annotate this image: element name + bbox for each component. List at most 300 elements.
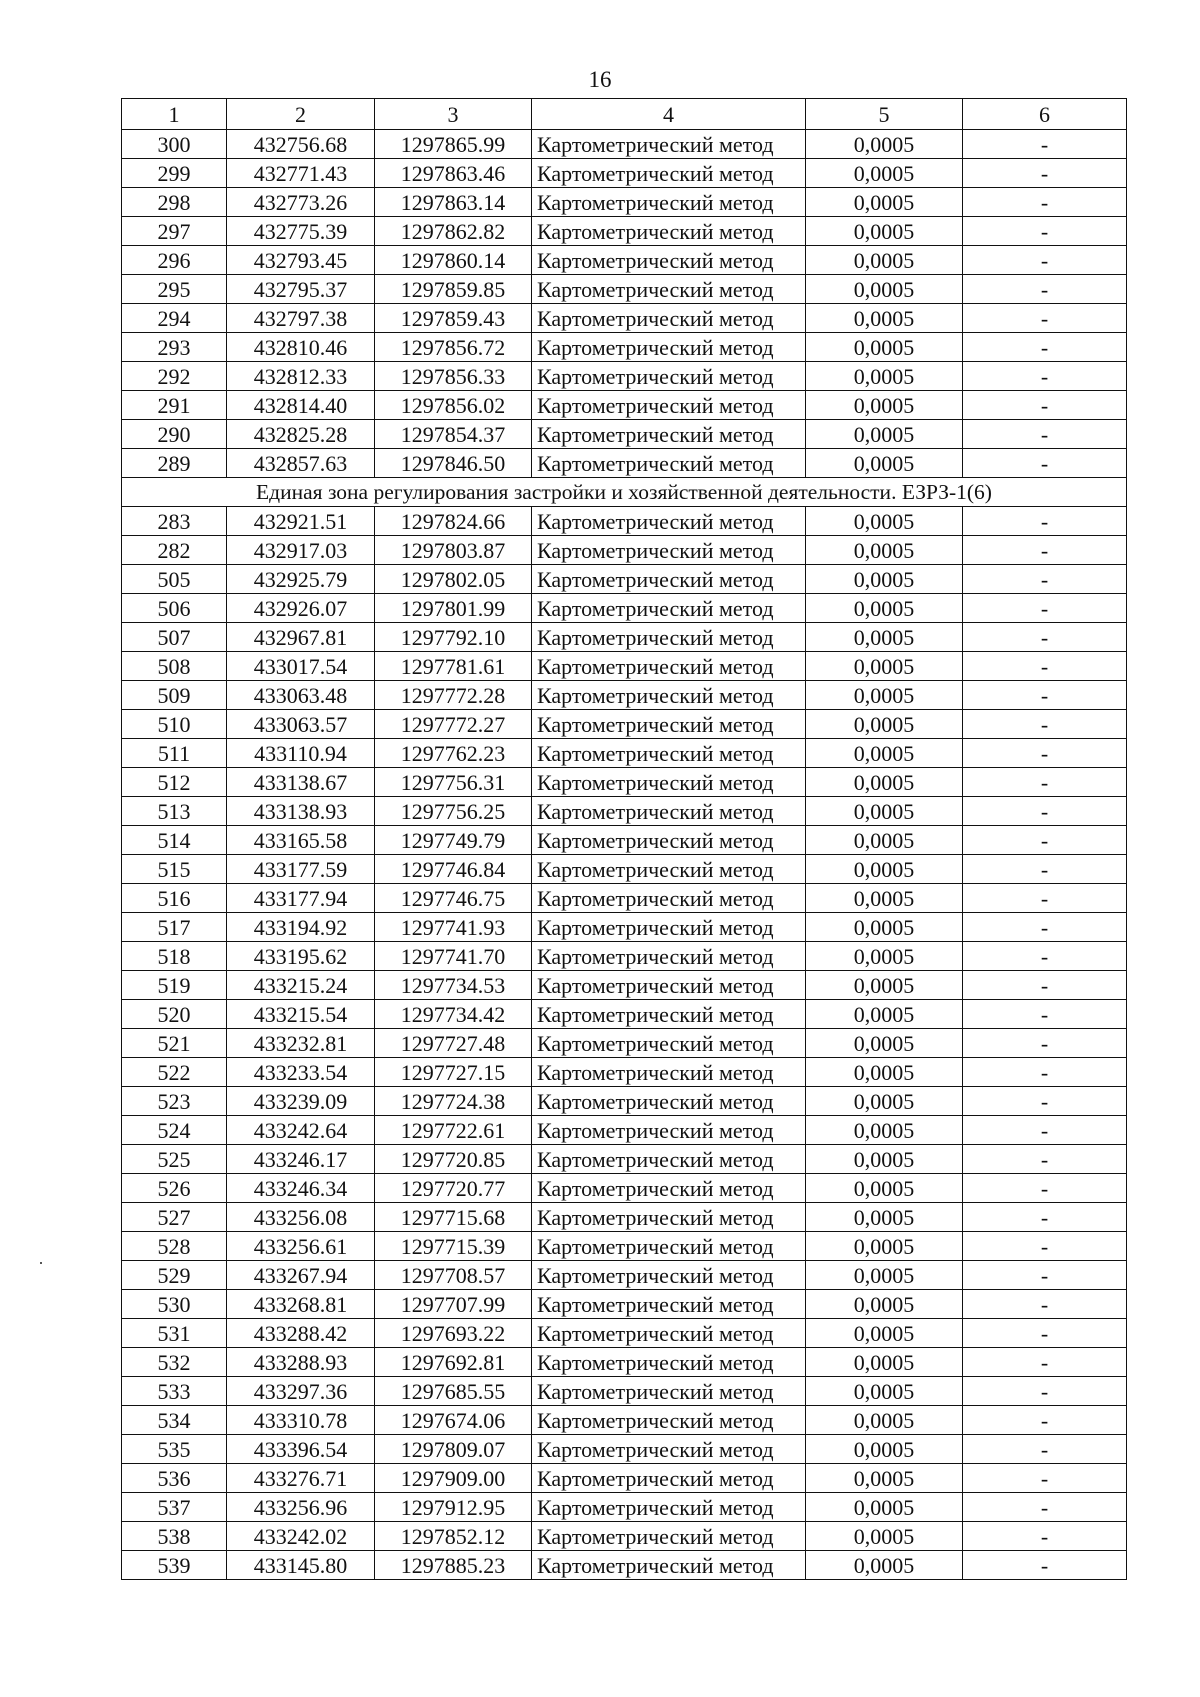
table-row: [122, 1029, 1127, 1058]
y-coordinate-cell: 1297693.22: [375, 1319, 532, 1348]
accuracy-cell: 0,0005: [806, 188, 963, 217]
accuracy-cell: 0,0005: [806, 217, 963, 246]
x-coordinate-cell: 433242.02: [227, 1522, 375, 1551]
accuracy-cell: 0,0005: [806, 304, 963, 333]
note-cell: -: [963, 797, 1127, 826]
method-cell: Картометрический метод: [532, 797, 806, 826]
x-coordinate-cell: 433017.54: [227, 652, 375, 681]
accuracy-cell: 0,0005: [806, 1174, 963, 1203]
point-number-cell: 507: [122, 623, 227, 652]
x-coordinate-cell: 432775.39: [227, 217, 375, 246]
note-cell: -: [963, 1058, 1127, 1087]
table-row: [122, 1058, 1127, 1087]
method-cell: Картометрический метод: [532, 1203, 806, 1232]
x-coordinate-cell: 432967.81: [227, 623, 375, 652]
accuracy-cell: 0,0005: [806, 1435, 963, 1464]
accuracy-cell: 0,0005: [806, 826, 963, 855]
note-cell: -: [963, 594, 1127, 623]
y-coordinate-cell: 1297912.95: [375, 1493, 532, 1522]
note-cell: -: [963, 1464, 1127, 1493]
y-coordinate-cell: 1297756.25: [375, 797, 532, 826]
y-coordinate-cell: 1297846.50: [375, 449, 532, 478]
method-cell: Картометрический метод: [532, 1261, 806, 1290]
table-row: [122, 1261, 1127, 1290]
y-coordinate-cell: 1297749.79: [375, 826, 532, 855]
accuracy-cell: 0,0005: [806, 1406, 963, 1435]
note-cell: -: [963, 623, 1127, 652]
method-cell: Картометрический метод: [532, 1290, 806, 1319]
method-cell: Картометрический метод: [532, 884, 806, 913]
table-row: [122, 1493, 1127, 1522]
method-cell: Картометрический метод: [532, 420, 806, 449]
method-cell: Картометрический метод: [532, 739, 806, 768]
note-cell: -: [963, 681, 1127, 710]
point-number-cell: 537: [122, 1493, 227, 1522]
y-coordinate-cell: 1297852.12: [375, 1522, 532, 1551]
accuracy-cell: 0,0005: [806, 942, 963, 971]
y-coordinate-cell: 1297824.66: [375, 507, 532, 536]
accuracy-cell: 0,0005: [806, 884, 963, 913]
point-number-cell: 513: [122, 797, 227, 826]
accuracy-cell: 0,0005: [806, 1087, 963, 1116]
x-coordinate-cell: 433239.09: [227, 1087, 375, 1116]
table-row: [122, 855, 1127, 884]
point-number-cell: 517: [122, 913, 227, 942]
point-number-cell: 293: [122, 333, 227, 362]
accuracy-cell: 0,0005: [806, 1058, 963, 1087]
note-cell: -: [963, 246, 1127, 275]
method-cell: Картометрический метод: [532, 1377, 806, 1406]
point-number-cell: 294: [122, 304, 227, 333]
point-number-cell: 283: [122, 507, 227, 536]
x-coordinate-cell: 433268.81: [227, 1290, 375, 1319]
table-row: [122, 362, 1127, 391]
y-coordinate-cell: 1297685.55: [375, 1377, 532, 1406]
note-cell: -: [963, 855, 1127, 884]
scan-speck: [40, 1262, 42, 1264]
note-cell: -: [963, 275, 1127, 304]
point-number-cell: 539: [122, 1551, 227, 1580]
header-row: [122, 99, 1127, 130]
column-header: 2: [227, 99, 375, 130]
x-coordinate-cell: 433063.48: [227, 681, 375, 710]
method-cell: Картометрический метод: [532, 507, 806, 536]
table-row: [122, 1348, 1127, 1377]
note-cell: -: [963, 1174, 1127, 1203]
table-row: [122, 1522, 1127, 1551]
method-cell: Картометрический метод: [532, 1116, 806, 1145]
note-cell: -: [963, 942, 1127, 971]
note-cell: -: [963, 1319, 1127, 1348]
y-coordinate-cell: 1297909.00: [375, 1464, 532, 1493]
y-coordinate-cell: 1297856.72: [375, 333, 532, 362]
method-cell: Картометрический метод: [532, 1174, 806, 1203]
note-cell: -: [963, 1348, 1127, 1377]
x-coordinate-cell: 433310.78: [227, 1406, 375, 1435]
y-coordinate-cell: 1297715.68: [375, 1203, 532, 1232]
note-cell: -: [963, 1551, 1127, 1580]
note-cell: -: [963, 1203, 1127, 1232]
accuracy-cell: 0,0005: [806, 710, 963, 739]
method-cell: Картометрический метод: [532, 1029, 806, 1058]
y-coordinate-cell: 1297746.84: [375, 855, 532, 884]
point-number-cell: 296: [122, 246, 227, 275]
point-number-cell: 299: [122, 159, 227, 188]
note-cell: -: [963, 449, 1127, 478]
accuracy-cell: 0,0005: [806, 420, 963, 449]
method-cell: Картометрический метод: [532, 362, 806, 391]
point-number-cell: 522: [122, 1058, 227, 1087]
y-coordinate-cell: 1297746.75: [375, 884, 532, 913]
y-coordinate-cell: 1297772.28: [375, 681, 532, 710]
table-row: [122, 420, 1127, 449]
x-coordinate-cell: 432857.63: [227, 449, 375, 478]
note-cell: -: [963, 884, 1127, 913]
method-cell: Картометрический метод: [532, 1000, 806, 1029]
method-cell: Картометрический метод: [532, 449, 806, 478]
method-cell: Картометрический метод: [532, 826, 806, 855]
table-row: [122, 1232, 1127, 1261]
note-cell: -: [963, 1377, 1127, 1406]
y-coordinate-cell: 1297722.61: [375, 1116, 532, 1145]
method-cell: Картометрический метод: [532, 1232, 806, 1261]
accuracy-cell: 0,0005: [806, 623, 963, 652]
x-coordinate-cell: 433110.94: [227, 739, 375, 768]
y-coordinate-cell: 1297859.85: [375, 275, 532, 304]
note-cell: -: [963, 1087, 1127, 1116]
y-coordinate-cell: 1297854.37: [375, 420, 532, 449]
method-cell: Картометрический метод: [532, 1348, 806, 1377]
point-number-cell: 530: [122, 1290, 227, 1319]
note-cell: -: [963, 536, 1127, 565]
method-cell: Картометрический метод: [532, 304, 806, 333]
y-coordinate-cell: 1297724.38: [375, 1087, 532, 1116]
page-number: 16: [588, 67, 612, 92]
point-number-cell: 521: [122, 1029, 227, 1058]
accuracy-cell: 0,0005: [806, 1145, 963, 1174]
point-number-cell: 506: [122, 594, 227, 623]
point-number-cell: 508: [122, 652, 227, 681]
x-coordinate-cell: 433288.42: [227, 1319, 375, 1348]
table-row: [122, 188, 1127, 217]
y-coordinate-cell: 1297741.93: [375, 913, 532, 942]
accuracy-cell: 0,0005: [806, 739, 963, 768]
y-coordinate-cell: 1297727.48: [375, 1029, 532, 1058]
accuracy-cell: 0,0005: [806, 449, 963, 478]
table-row: [122, 1145, 1127, 1174]
x-coordinate-cell: 432926.07: [227, 594, 375, 623]
x-coordinate-cell: 433177.59: [227, 855, 375, 884]
note-cell: -: [963, 1000, 1127, 1029]
y-coordinate-cell: 1297715.39: [375, 1232, 532, 1261]
note-cell: -: [963, 1261, 1127, 1290]
table-row: [122, 623, 1127, 652]
table-row: [122, 1464, 1127, 1493]
y-coordinate-cell: 1297859.43: [375, 304, 532, 333]
accuracy-cell: 0,0005: [806, 971, 963, 1000]
x-coordinate-cell: 433233.54: [227, 1058, 375, 1087]
y-coordinate-cell: 1297801.99: [375, 594, 532, 623]
note-cell: -: [963, 739, 1127, 768]
x-coordinate-cell: 433138.93: [227, 797, 375, 826]
y-coordinate-cell: 1297802.05: [375, 565, 532, 594]
table-row: [122, 913, 1127, 942]
x-coordinate-cell: 432756.68: [227, 130, 375, 159]
x-coordinate-cell: 433215.24: [227, 971, 375, 1000]
accuracy-cell: 0,0005: [806, 391, 963, 420]
point-number-cell: 531: [122, 1319, 227, 1348]
accuracy-cell: 0,0005: [806, 913, 963, 942]
method-cell: Картометрический метод: [532, 391, 806, 420]
table-row: [122, 1551, 1127, 1580]
y-coordinate-cell: 1297727.15: [375, 1058, 532, 1087]
point-number-cell: 290: [122, 420, 227, 449]
x-coordinate-cell: 433246.17: [227, 1145, 375, 1174]
method-cell: Картометрический метод: [532, 768, 806, 797]
point-number-cell: 536: [122, 1464, 227, 1493]
method-cell: Картометрический метод: [532, 1493, 806, 1522]
accuracy-cell: 0,0005: [806, 768, 963, 797]
table-row: [122, 1377, 1127, 1406]
note-cell: -: [963, 362, 1127, 391]
accuracy-cell: 0,0005: [806, 1551, 963, 1580]
table-row: [122, 681, 1127, 710]
x-coordinate-cell: 433194.92: [227, 913, 375, 942]
note-cell: -: [963, 1116, 1127, 1145]
table-row: [122, 1087, 1127, 1116]
table-row: [122, 391, 1127, 420]
note-cell: -: [963, 768, 1127, 797]
y-coordinate-cell: 1297803.87: [375, 536, 532, 565]
table-row: [122, 130, 1127, 159]
method-cell: Картометрический метод: [532, 1087, 806, 1116]
x-coordinate-cell: 433177.94: [227, 884, 375, 913]
y-coordinate-cell: 1297781.61: [375, 652, 532, 681]
section-title: Единая зона регулирования застройки и хозяйственной деятельности. ЕЗРЗ-1(6): [122, 478, 1127, 507]
table-row: [122, 1406, 1127, 1435]
y-coordinate-cell: 1297865.99: [375, 130, 532, 159]
point-number-cell: 528: [122, 1232, 227, 1261]
method-cell: Картометрический метод: [532, 971, 806, 1000]
accuracy-cell: 0,0005: [806, 1000, 963, 1029]
accuracy-cell: 0,0005: [806, 1290, 963, 1319]
x-coordinate-cell: 433396.54: [227, 1435, 375, 1464]
column-header: 3: [375, 99, 532, 130]
method-cell: Картометрический метод: [532, 217, 806, 246]
x-coordinate-cell: 432810.46: [227, 333, 375, 362]
x-coordinate-cell: 432797.38: [227, 304, 375, 333]
x-coordinate-cell: 432814.40: [227, 391, 375, 420]
y-coordinate-cell: 1297772.27: [375, 710, 532, 739]
note-cell: -: [963, 652, 1127, 681]
note-cell: -: [963, 159, 1127, 188]
y-coordinate-cell: 1297734.42: [375, 1000, 532, 1029]
y-coordinate-cell: 1297692.81: [375, 1348, 532, 1377]
note-cell: -: [963, 1232, 1127, 1261]
accuracy-cell: 0,0005: [806, 507, 963, 536]
method-cell: Картометрический метод: [532, 275, 806, 304]
method-cell: Картометрический метод: [532, 652, 806, 681]
x-coordinate-cell: 433063.57: [227, 710, 375, 739]
x-coordinate-cell: 433165.58: [227, 826, 375, 855]
method-cell: Картометрический метод: [532, 710, 806, 739]
note-cell: -: [963, 826, 1127, 855]
table-row: [122, 246, 1127, 275]
point-number-cell: 282: [122, 536, 227, 565]
note-cell: -: [963, 391, 1127, 420]
accuracy-cell: 0,0005: [806, 1261, 963, 1290]
y-coordinate-cell: 1297720.85: [375, 1145, 532, 1174]
table-row: [122, 768, 1127, 797]
method-cell: Картометрический метод: [532, 855, 806, 884]
accuracy-cell: 0,0005: [806, 1377, 963, 1406]
method-cell: Картометрический метод: [532, 942, 806, 971]
table-row: [122, 1174, 1127, 1203]
point-number-cell: 514: [122, 826, 227, 855]
accuracy-cell: 0,0005: [806, 246, 963, 275]
point-number-cell: 297: [122, 217, 227, 246]
x-coordinate-cell: 432812.33: [227, 362, 375, 391]
accuracy-cell: 0,0005: [806, 1493, 963, 1522]
table-row: [122, 1203, 1127, 1232]
table-row: [122, 333, 1127, 362]
x-coordinate-cell: 433242.64: [227, 1116, 375, 1145]
x-coordinate-cell: 432773.26: [227, 188, 375, 217]
point-number-cell: 527: [122, 1203, 227, 1232]
accuracy-cell: 0,0005: [806, 797, 963, 826]
note-cell: -: [963, 1290, 1127, 1319]
note-cell: -: [963, 420, 1127, 449]
x-coordinate-cell: 433232.81: [227, 1029, 375, 1058]
point-number-cell: 292: [122, 362, 227, 391]
x-coordinate-cell: 433195.62: [227, 942, 375, 971]
table-row: [122, 159, 1127, 188]
y-coordinate-cell: 1297707.99: [375, 1290, 532, 1319]
point-number-cell: 505: [122, 565, 227, 594]
point-number-cell: 291: [122, 391, 227, 420]
note-cell: -: [963, 130, 1127, 159]
method-cell: Картометрический метод: [532, 1406, 806, 1435]
x-coordinate-cell: 432921.51: [227, 507, 375, 536]
accuracy-cell: 0,0005: [806, 594, 963, 623]
method-cell: Картометрический метод: [532, 246, 806, 275]
point-number-cell: 516: [122, 884, 227, 913]
column-header: 5: [806, 99, 963, 130]
table-row: [122, 275, 1127, 304]
method-cell: Картометрический метод: [532, 159, 806, 188]
point-number-cell: 289: [122, 449, 227, 478]
point-number-cell: 298: [122, 188, 227, 217]
point-number-cell: 533: [122, 1377, 227, 1406]
table-row: [122, 507, 1127, 536]
note-cell: -: [963, 710, 1127, 739]
y-coordinate-cell: 1297863.14: [375, 188, 532, 217]
table-row: [122, 797, 1127, 826]
table-row: [122, 942, 1127, 971]
note-cell: -: [963, 1435, 1127, 1464]
y-coordinate-cell: 1297809.07: [375, 1435, 532, 1464]
accuracy-cell: 0,0005: [806, 130, 963, 159]
x-coordinate-cell: 433215.54: [227, 1000, 375, 1029]
table-row: [122, 710, 1127, 739]
note-cell: -: [963, 565, 1127, 594]
point-number-cell: 535: [122, 1435, 227, 1464]
note-cell: -: [963, 1493, 1127, 1522]
table-row: [122, 304, 1127, 333]
x-coordinate-cell: 433267.94: [227, 1261, 375, 1290]
table-row: [122, 1116, 1127, 1145]
table-row: [122, 1319, 1127, 1348]
x-coordinate-cell: 432917.03: [227, 536, 375, 565]
accuracy-cell: 0,0005: [806, 1319, 963, 1348]
point-number-cell: 519: [122, 971, 227, 1000]
y-coordinate-cell: 1297885.23: [375, 1551, 532, 1580]
accuracy-cell: 0,0005: [806, 275, 963, 304]
table-row: [122, 1435, 1127, 1464]
x-coordinate-cell: 433288.93: [227, 1348, 375, 1377]
accuracy-cell: 0,0005: [806, 333, 963, 362]
accuracy-cell: 0,0005: [806, 652, 963, 681]
point-number-cell: 509: [122, 681, 227, 710]
x-coordinate-cell: 432795.37: [227, 275, 375, 304]
method-cell: Картометрический метод: [532, 623, 806, 652]
y-coordinate-cell: 1297860.14: [375, 246, 532, 275]
section-row: [122, 478, 1127, 507]
table-row: [122, 652, 1127, 681]
table-row: [122, 217, 1127, 246]
note-cell: -: [963, 333, 1127, 362]
point-number-cell: 510: [122, 710, 227, 739]
point-number-cell: 515: [122, 855, 227, 884]
y-coordinate-cell: 1297756.31: [375, 768, 532, 797]
method-cell: Картометрический метод: [532, 130, 806, 159]
y-coordinate-cell: 1297762.23: [375, 739, 532, 768]
point-number-cell: 525: [122, 1145, 227, 1174]
method-cell: Картометрический метод: [532, 1435, 806, 1464]
x-coordinate-cell: 433256.08: [227, 1203, 375, 1232]
table-row: [122, 565, 1127, 594]
point-number-cell: 532: [122, 1348, 227, 1377]
point-number-cell: 524: [122, 1116, 227, 1145]
point-number-cell: 511: [122, 739, 227, 768]
point-number-cell: 520: [122, 1000, 227, 1029]
method-cell: Картометрический метод: [532, 913, 806, 942]
table-row: [122, 536, 1127, 565]
point-number-cell: 523: [122, 1087, 227, 1116]
point-number-cell: 512: [122, 768, 227, 797]
point-number-cell: 300: [122, 130, 227, 159]
method-cell: Картометрический метод: [532, 1058, 806, 1087]
method-cell: Картометрический метод: [532, 1522, 806, 1551]
accuracy-cell: 0,0005: [806, 1464, 963, 1493]
accuracy-cell: 0,0005: [806, 362, 963, 391]
x-coordinate-cell: 433246.34: [227, 1174, 375, 1203]
accuracy-cell: 0,0005: [806, 1348, 963, 1377]
coordinates-table: [121, 98, 1127, 1580]
y-coordinate-cell: 1297708.57: [375, 1261, 532, 1290]
method-cell: Картометрический метод: [532, 1319, 806, 1348]
note-cell: -: [963, 217, 1127, 246]
point-number-cell: 518: [122, 942, 227, 971]
accuracy-cell: 0,0005: [806, 1232, 963, 1261]
table-row: [122, 1290, 1127, 1319]
accuracy-cell: 0,0005: [806, 1029, 963, 1058]
x-coordinate-cell: 433145.80: [227, 1551, 375, 1580]
note-cell: -: [963, 188, 1127, 217]
table-row: [122, 971, 1127, 1000]
y-coordinate-cell: 1297734.53: [375, 971, 532, 1000]
accuracy-cell: 0,0005: [806, 565, 963, 594]
